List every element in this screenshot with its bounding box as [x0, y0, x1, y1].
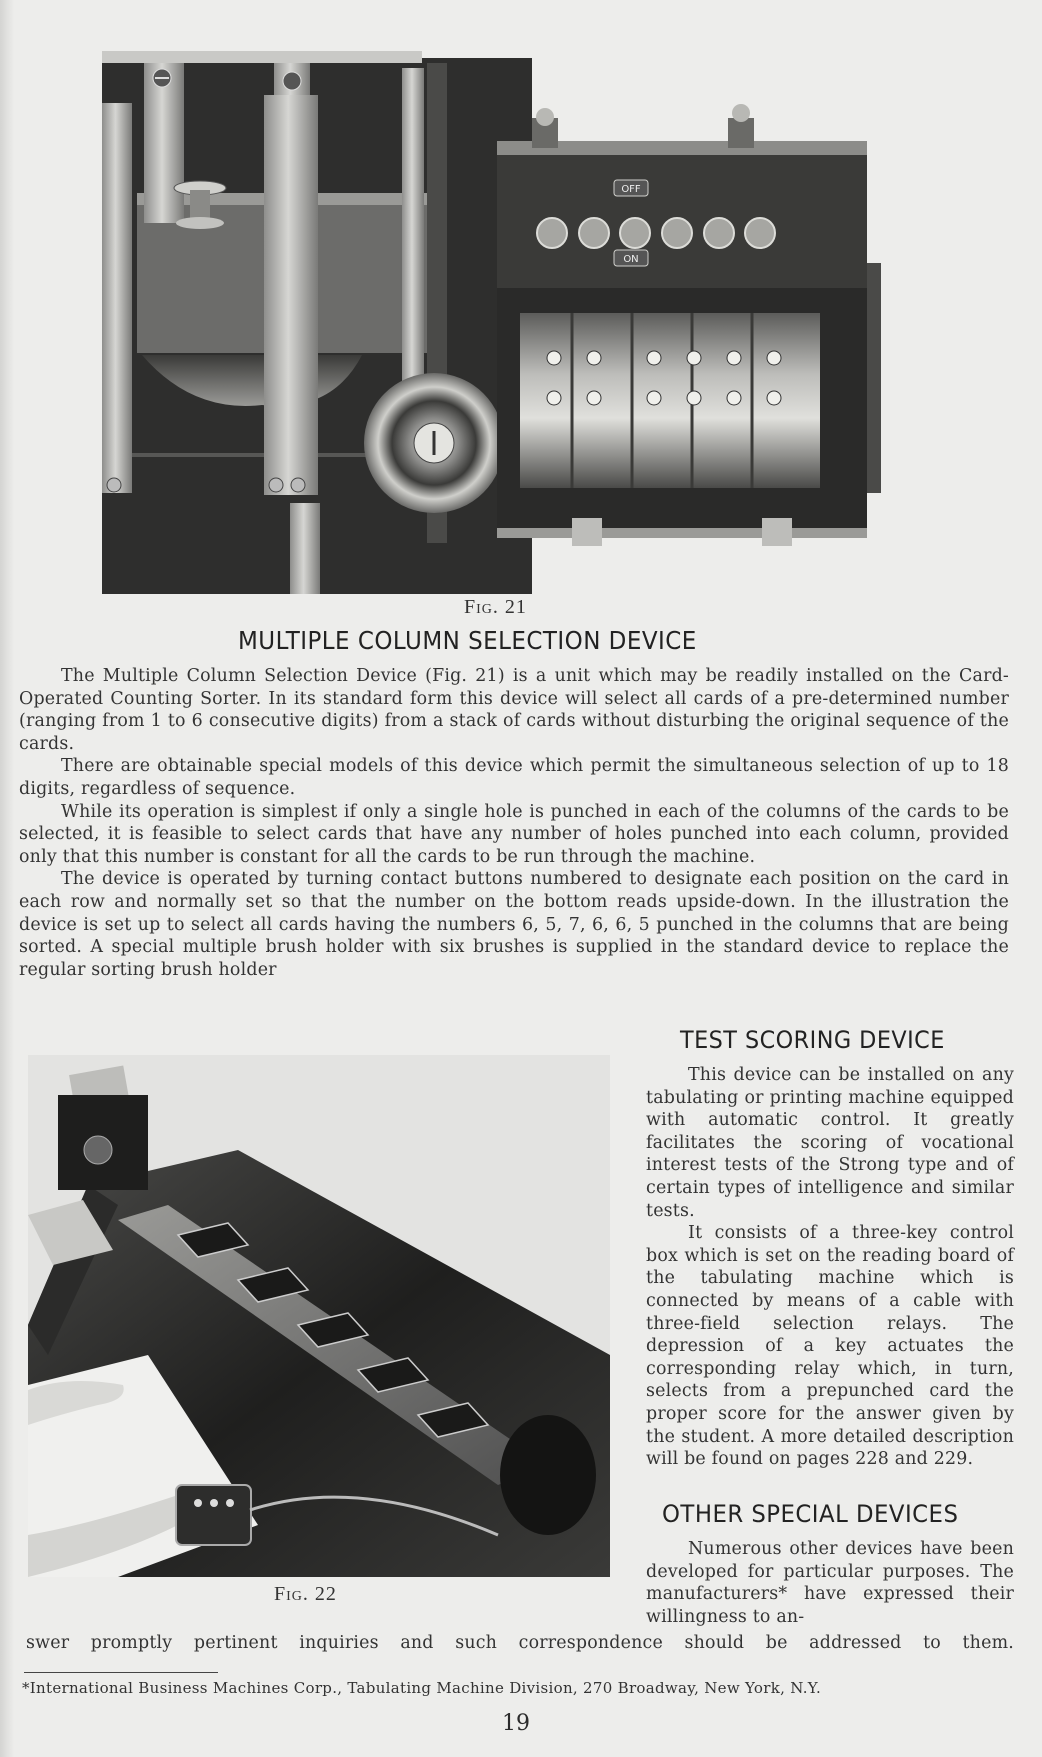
off-label: OFF [621, 184, 641, 195]
tabulator-machine-illustration [28, 1055, 610, 1577]
figure-22-caption [274, 1583, 337, 1606]
paragraph: The Multiple Column Selection Device (Fig. 21) is a unit which may be readily installed on the Card-Operated Counting Sorter. In its standard form this device will select all cards of a pre-determined number (ranging from 1 to 6 consecutive digits) from a stack of cards without disturbing the original sequence of the cards. [19, 666, 1009, 754]
on-label: ON [623, 254, 639, 265]
paragraph: It consists of a three-key control box which is set on the reading board of the tabulating machine which is connected by means of a cable with three-field selection relays. The depression of a key actuates the corresponding relay which, in turn, selects from a prepunched card the proper score for the answer given by the student. A more detailed description will be found on pages 228 and 229. [646, 1223, 1014, 1470]
page-binding-shadow [0, 0, 14, 1757]
test-scoring-heading: TEST SCORING DEVICE [680, 1026, 945, 1054]
paragraph: While its operation is simplest if only a single hole is punched in each of the columns of the cards to be selected, it is feasible to select cards that have any number of holes punched into each column, provided only that this number is constant for all the cards to be run through the machine. [19, 801, 1009, 867]
test-scoring-body [646, 1064, 1014, 1471]
footnote: *International Business Machines Corp., Tabulating Machine Division, 270 Broadway, New York, N.Y. [22, 1679, 822, 1697]
figure-21-caption-number: 21 [504, 596, 527, 618]
footnote-divider [24, 1672, 218, 1673]
multiple-column-body [19, 665, 1009, 981]
figure-21-caption-prefix: Fig. [464, 596, 499, 618]
paragraph: swer promptly pertinent inquiries and such correspondence should be addressed to them. [26, 1633, 1014, 1653]
figure-21-caption [464, 596, 527, 619]
paragraph: The device is operated by turning contact buttons numbered to designate each position on the card in each row and normally set so that the number on the bottom reads upside-down. In the illustration the device is set up to select all cards having the numbers 6, 5, 7, 6, 6, 5 punched in the columns that are being sorted. A special multiple brush holder with six brushes is supplied in the standard device to replace the regular sorting brush holder [19, 869, 1009, 980]
paragraph: There are obtainable special models of this device which permit the simultaneous selection of up to 18 digits, regardless of sequence. [19, 756, 1009, 799]
paragraph: Numerous other devices have been developed for particular purposes. The manufacturers* have expressed their willingness to an- [646, 1539, 1014, 1627]
figure-22-photo [28, 1055, 610, 1577]
paragraph: This device can be installed on any tabulating or printing machine equipped with automatic control. It greatly facilitates the scoring of vocational interest tests of the Strong type and of certain types of intelligence and similar tests. [646, 1065, 1014, 1221]
figure-21-photo [102, 33, 900, 594]
sorter-machine-illustration [102, 33, 900, 594]
figure-22-caption-prefix: Fig. [274, 1583, 309, 1605]
multiple-column-heading: MULTIPLE COLUMN SELECTION DEVICE [238, 626, 697, 655]
figure-22-caption-number: 22 [314, 1583, 337, 1605]
other-special-body-continuation [26, 1632, 1014, 1655]
other-special-heading: OTHER SPECIAL DEVICES [662, 1500, 959, 1528]
other-special-body-column [646, 1538, 1014, 1628]
page-number: 19 [502, 1711, 530, 1736]
